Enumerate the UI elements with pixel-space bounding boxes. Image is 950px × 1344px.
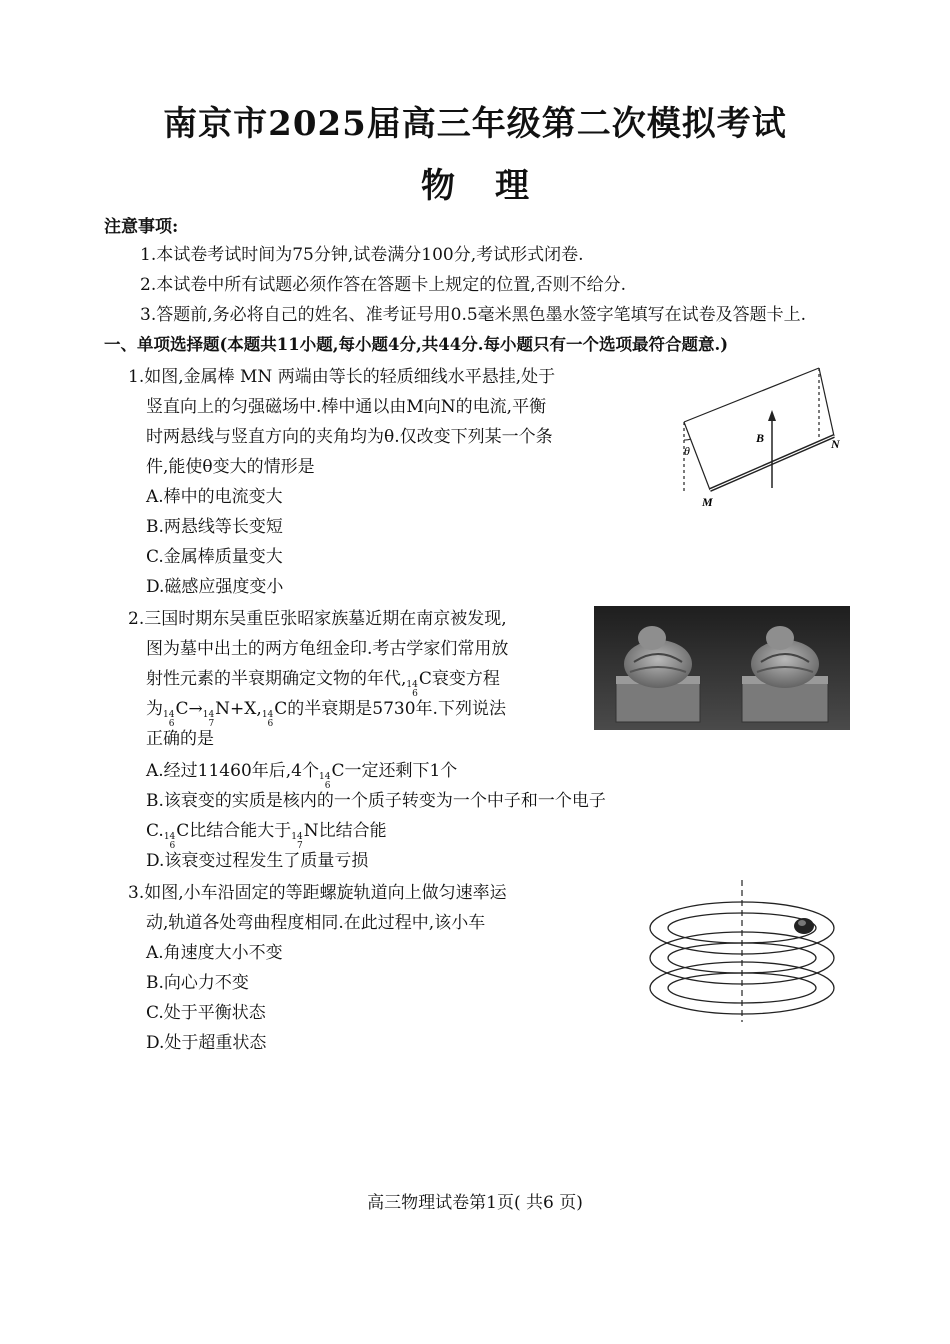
q3-spiral-track-figure [638, 878, 844, 1024]
q1-stem-1: 1.如图,金属棒 MN 两端由等长的轻质细线水平悬挂,处于 [128, 367, 556, 387]
top-ceiling-line [684, 368, 819, 422]
q3-stem-2: 动,轨道各处弯曲程度相同.在此过程中,该小车 [146, 913, 486, 933]
label-theta: θ [684, 444, 690, 458]
label-n: N [831, 437, 840, 451]
label-m: M [702, 495, 713, 509]
q2-option-d: D.该衰变过程发生了质量亏损 [146, 851, 369, 871]
q1-stem-4: 件,能使θ变大的情形是 [146, 457, 315, 477]
q1-option-a: A.棒中的电流变大 [146, 487, 283, 507]
q1-option-d: D.磁感应强度变小 [146, 577, 284, 597]
q1-option-b: B.两悬线等长变短 [146, 517, 283, 537]
notice-heading: 注意事项: [104, 217, 179, 237]
notice-item-2: 2.本试卷中所有试题必须作答在答题卡上规定的位置,否则不给分. [140, 275, 627, 295]
q2-stem-3: 射性元素的半衰期确定文物的年代, 14 6 C衰变方程 [146, 669, 500, 699]
right-thread [819, 368, 834, 436]
notice-item-3: 3.答题前,务必将自己的姓名、准考证号用0.5毫米黑色墨水签字笔填写在试卷及答题卡上. [140, 305, 807, 325]
q2-stem-2: 图为墓中出土的两方龟纽金印.考古学家们常用放 [146, 639, 509, 659]
car-icon [794, 918, 814, 934]
q3-option-c: C.处于平衡状态 [146, 1003, 266, 1023]
q3-option-b: B.向心力不变 [146, 973, 249, 993]
notice-item-1: 1.本试卷考试时间为75分钟,试卷满分100分,考试形式闭卷. [140, 245, 584, 265]
subject-title: 物理 [421, 166, 569, 206]
q2-stem-3-text: 射性元素的半衰期确定文物的年代, [146, 669, 407, 689]
q2-photo-golden-seals [594, 606, 850, 730]
footer-page-number: 高三物理试卷第1页( 共6 页) [367, 1193, 583, 1213]
q3-option-d: D.处于超重状态 [146, 1033, 267, 1053]
q2-option-c: C. 14 6 C比结合能大于 14 7 N比结合能 [146, 821, 387, 851]
q2-option-a: A.经过11460年后,4个 14 6 C一定还剩下1个 [146, 761, 458, 791]
q1-option-c: C.金属棒质量变大 [146, 547, 283, 567]
exam-title: 南京市2025届高三年级第二次模拟考试 [163, 104, 787, 144]
q3-option-a: A.角速度大小不变 [146, 943, 283, 963]
theta-arc [684, 439, 691, 440]
section-heading: 一、单项选择题(本题共11小题,每小题4分,共44分.每小题只有一个选项最符合题意.) [104, 335, 728, 354]
q1-stem-2: 竖直向上的匀强磁场中.棒中通以由M向N的电流,平衡 [146, 397, 547, 417]
q1-stem-3: 时两悬线与竖直方向的夹角均为θ.仅改变下列某一个条 [146, 427, 553, 447]
label-b: B [756, 431, 765, 445]
arrow-head-icon [768, 410, 776, 421]
q2-stem-1: 2.三国时期东吴重臣张昭家族墓近期在南京被发现, [128, 609, 507, 629]
q2-stem-4: 为 14 6 C→ 14 7 N+X, 14 6 C的半衰期是5730年.下列说法 [146, 699, 506, 729]
q2-option-b: B.该衰变的实质是核内的一个质子转变为一个中子和一个电子 [146, 791, 606, 811]
q2-stem-5: 正确的是 [146, 729, 214, 749]
q3-stem-1: 3.如图,小车沿固定的等距螺旋轨道向上做匀速率运 [128, 883, 507, 903]
q1-figure [668, 360, 848, 510]
q2-stem-3-tail: C衰变方程 [418, 669, 500, 689]
